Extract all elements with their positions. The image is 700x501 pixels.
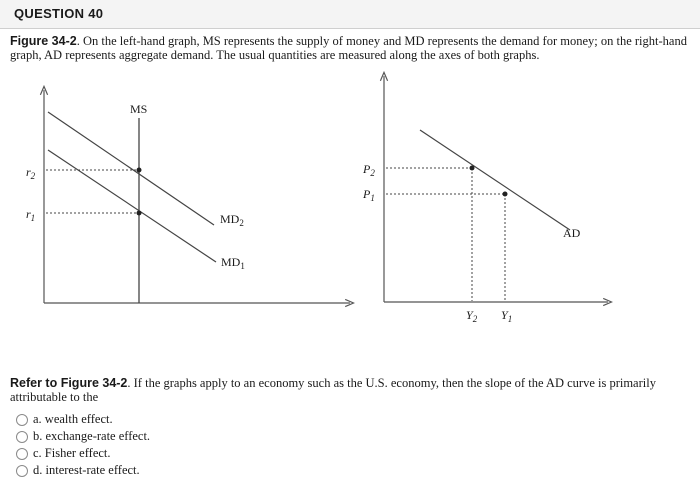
question-body: . If the graphs apply to an economy such as the U.S. economy, then the slope of the AD curve is primarily attributable to the: [10, 376, 656, 404]
option-c-label: c. Fisher effect.: [33, 446, 111, 460]
y2-label: [466, 308, 478, 324]
y2-sub: 2: [472, 314, 478, 324]
question-text: [10, 376, 690, 404]
ms-label: MS: [130, 102, 148, 116]
option-b[interactable]: [16, 428, 150, 445]
equilibrium-point-1: [137, 211, 142, 216]
option-d-label: d. interest-rate effect.: [33, 463, 140, 477]
y1-sub: 1: [507, 314, 513, 324]
aggregate-demand-graph: [362, 76, 608, 324]
option-d[interactable]: [16, 462, 150, 479]
r1-label: [26, 207, 35, 223]
money-demand-curve-2: [48, 112, 214, 225]
p1-sub: 1: [370, 193, 375, 203]
md1-label: [221, 255, 245, 271]
option-d-radio[interactable]: [16, 465, 28, 477]
r1-sub: 1: [30, 213, 36, 223]
y1-main: Y: [501, 308, 508, 322]
option-c[interactable]: [16, 445, 150, 462]
r1-main: r: [26, 207, 31, 221]
y1-label: [501, 308, 512, 324]
option-a-radio[interactable]: [16, 414, 28, 426]
option-c-radio[interactable]: [16, 448, 28, 460]
p1-main: P: [363, 187, 371, 201]
y2-main: Y: [466, 308, 473, 322]
money-market-graph: [26, 90, 350, 303]
p2-label: [362, 162, 375, 178]
ad-point-2: [470, 166, 475, 171]
question-lead: Refer to Figure 34-2: [10, 376, 128, 390]
option-b-label: b. exchange-rate effect.: [33, 429, 151, 443]
option-b-radio[interactable]: [16, 431, 28, 443]
md1-main: MD: [221, 255, 241, 269]
aggregate-demand-curve: [420, 130, 570, 230]
md2-label: [220, 212, 244, 228]
equilibrium-point-2: [137, 168, 142, 173]
question-number: QUESTION 40: [14, 6, 104, 21]
p2-sub: 2: [370, 168, 375, 178]
md2-main: MD: [220, 212, 240, 226]
option-a-label: a. wealth effect.: [33, 412, 113, 426]
ad-label: AD: [563, 226, 581, 240]
option-a[interactable]: [16, 411, 150, 428]
r2-label: [26, 165, 36, 181]
ad-point-1: [503, 192, 508, 197]
md2-sub: 2: [239, 218, 244, 228]
md1-sub: 1: [240, 261, 245, 271]
r2-sub: 2: [30, 171, 36, 181]
caption-text: . On the left-hand graph, MS represents the supply of money and MD represents the demand for money; on the right-hand graph, AD represents aggregate demand. The usual quantities are measured along the axes of both graphs.: [10, 34, 687, 62]
answer-options: [16, 411, 150, 479]
figure-label: Figure 34-2: [10, 34, 77, 48]
r2-main: r: [26, 165, 31, 179]
money-demand-curve-1: [48, 150, 216, 262]
p2-main: P: [363, 162, 371, 176]
p1-label: [362, 187, 375, 203]
